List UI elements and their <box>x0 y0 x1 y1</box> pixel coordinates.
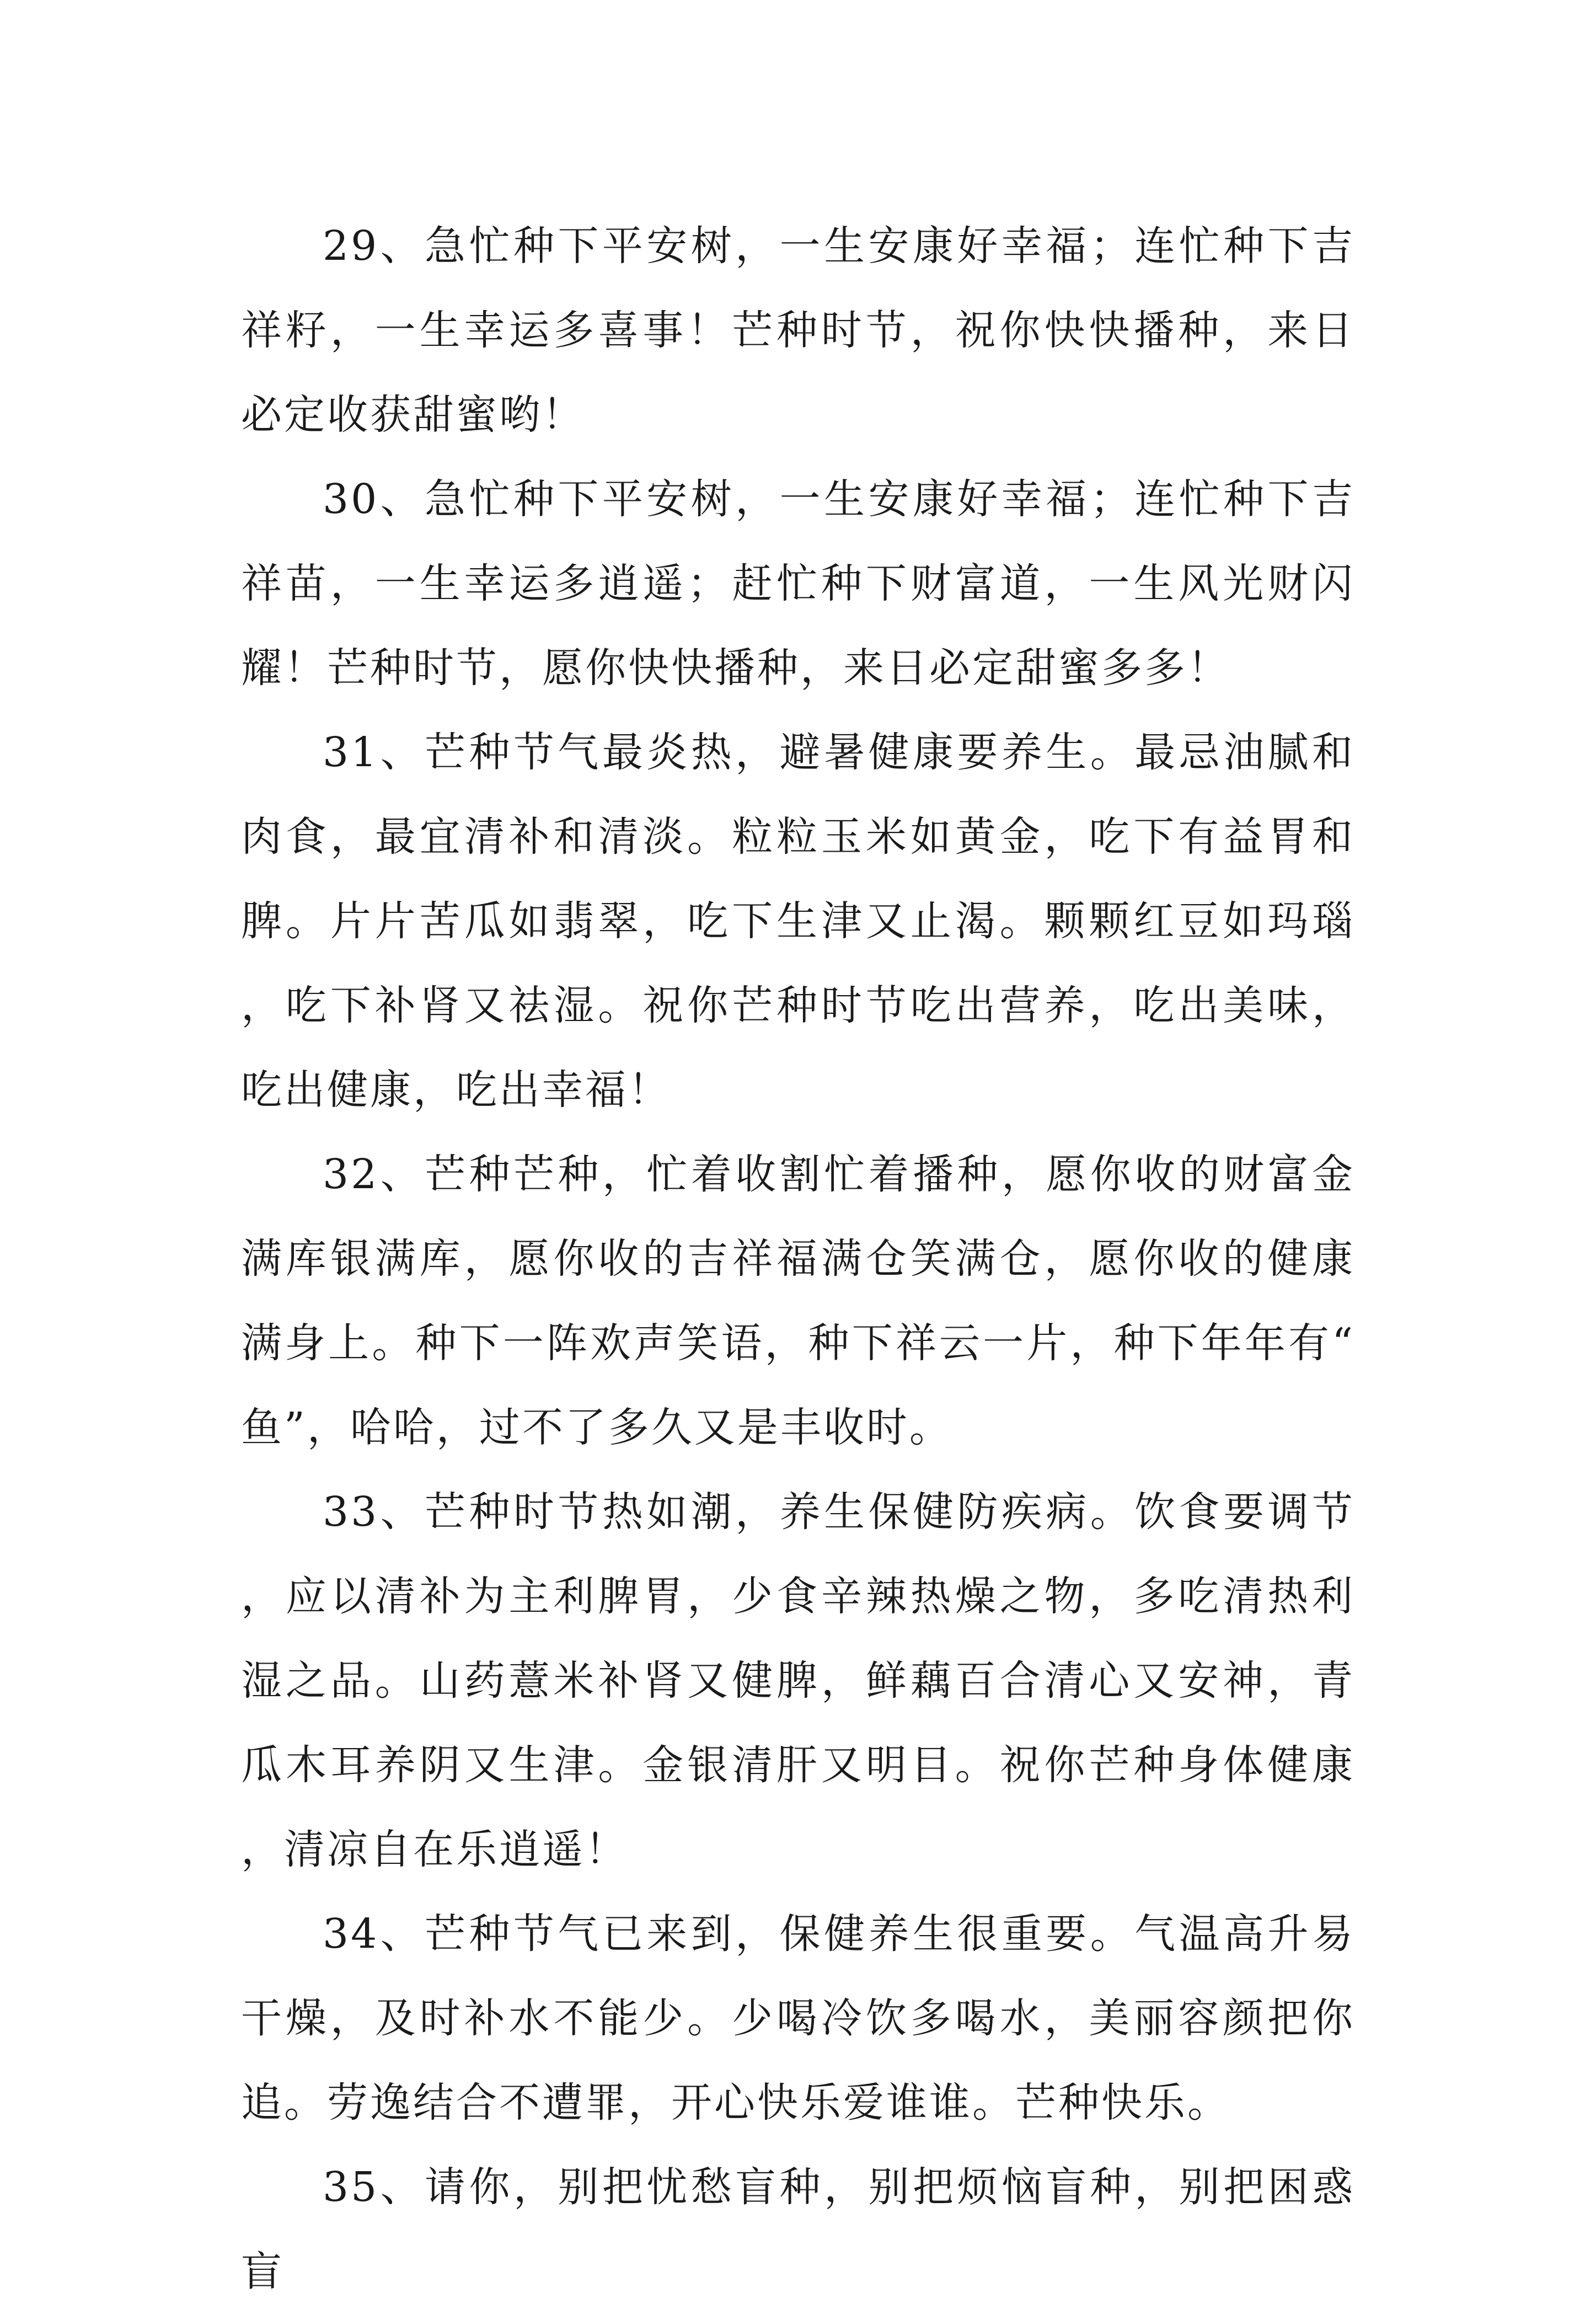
document-body <box>241 204 1355 2314</box>
paragraph-31: 31、芒种节气最炎热，避暑健康要养生。最忌油腻和肉食，最宜清补和清淡。粒粒玉米如黄金，吃下有益胃和脾。片片苦瓜如翡翠，吃下生津又止渴。颗颗红豆如玛瑙，吃下补肾又祛湿。祝你芒种时节吃出营养，吃出美味，吃出健康，吃出幸福！ <box>241 729 1355 1114</box>
paragraph-29: 29、急忙种下平安树，一生安康好幸福；连忙种下吉祥籽，一生幸运多喜事！芒种时节，祝你快快播种，来日必定收获甜蜜哟！ <box>241 222 1355 439</box>
paragraph-35: 35、请你，别把忧愁盲种，别把烦恼盲种，别把困惑盲 <box>241 2163 1355 2295</box>
paragraph-30: 30、急忙种下平安树，一生安康好幸福；连忙种下吉祥苗，一生幸运多逍遥；赶忙种下财富道，一生风光财闪耀！芒种时节，愿你快快播种，来日必定甜蜜多多！ <box>241 475 1355 692</box>
paragraph-33: 33、芒种时节热如潮，养生保健防疾病。饮食要调节，应以清补为主利脾胃，少食辛辣热燥之物，多吃清热利湿之品。山药薏米补肾又健脾，鲜藕百合清心又安神，青瓜木耳养阴又生津。金银清肝又明目。祝你芒种身体健康，清凉自在乐逍遥！ <box>241 1488 1355 1873</box>
paragraph-34: 34、芒种节气已来到，保健养生很重要。气温高升易干燥，及时补水不能少。少喝冷饮多喝水，美丽容颜把你追。劳逸结合不遭罪，开心快乐爱谁谁。芒种快乐。 <box>241 1910 1355 2126</box>
paragraph-32: 32、芒种芒种，忙着收割忙着播种，愿你收的财富金满库银满库，愿你收的吉祥福满仓笑满仓，愿你收的健康满身上。种下一阵欢声笑语，种下祥云一片，种下年年有“鱼”，哈哈，过不了多久又是丰收时。 <box>241 1151 1355 1451</box>
